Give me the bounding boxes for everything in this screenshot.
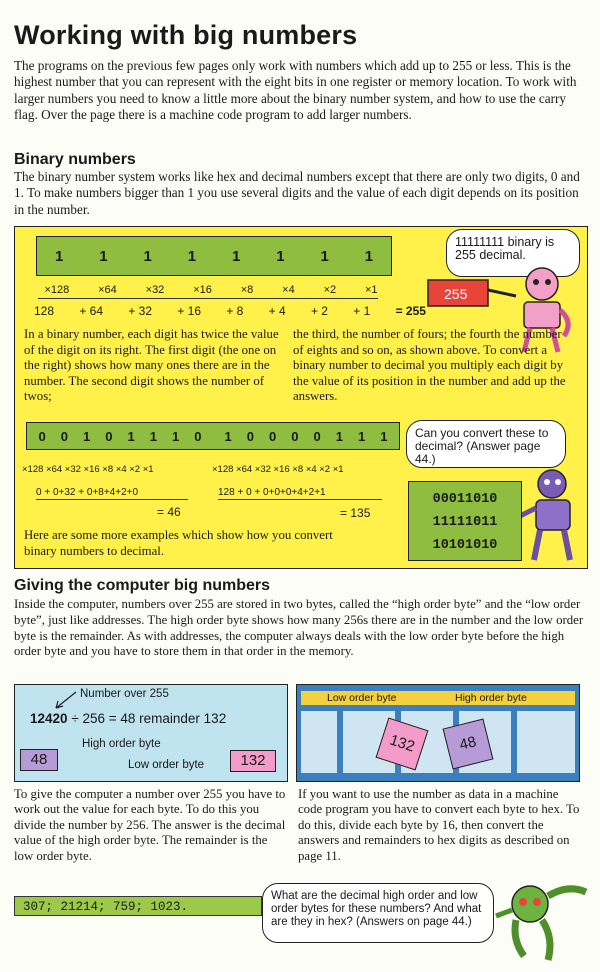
speech-bubble-3: What are the decimal high order and low order bytes for these numbers? And what are they in hex? (Answers on page 44.) — [262, 883, 494, 943]
low-byte-label: Low order byte — [128, 759, 205, 771]
memory-cell — [517, 711, 575, 773]
big-numbers-heading: Giving the computer big numbers — [14, 577, 271, 594]
speech-bubble-1: 11111111 binary is 255 decimal. — [446, 229, 580, 277]
purple-robot-illustration — [518, 468, 584, 566]
digit: 0 — [291, 428, 299, 444]
digit: 1 — [335, 428, 343, 444]
sum-divider-a — [36, 499, 188, 500]
memory-panel — [296, 684, 580, 782]
page-title: Working with big numbers — [14, 20, 358, 50]
equation-number: 12420 — [30, 711, 68, 726]
panel1-text-right: the third, the number of fours; the fourth the number of eights and so on, as shown above. To convert a binary number to decimal you multiply each digit by the value of its position in the number and add up the answers. — [293, 327, 566, 404]
digit-group-a — [27, 429, 213, 444]
digit: 1 — [358, 428, 366, 444]
digit: 1 — [54, 247, 64, 265]
digit: 0 — [194, 428, 202, 444]
speech-bubble-2: Can you convert these to decimal? (Answer page 44.) — [406, 420, 566, 468]
intro-paragraph: The programs on the previous few pages only work with numbers which add up to 255 or less. This is the highest number that you can represent with the eight bits in one register or memory location. To work with larger numbers you need to know a little more about the binary number system, and how to use the carry flag. Over the page there is a machine code program to add larger numbers. — [14, 58, 577, 122]
digit: 1 — [83, 428, 91, 444]
multiplier: ×32 — [145, 284, 165, 296]
robot-sign-value: 255 — [444, 286, 468, 302]
digit: 0 — [105, 428, 113, 444]
binary-digits-bar-1 — [36, 236, 392, 276]
digit: 0 — [313, 428, 321, 444]
high-byte-label: High order byte — [82, 738, 161, 750]
division-equation — [30, 711, 226, 726]
digit: 1 — [320, 247, 329, 265]
digit: 1 — [187, 247, 197, 265]
sum-part: + 1 — [353, 304, 371, 318]
sum-divider-b — [218, 499, 382, 500]
panel1-text-left: In a binary number, each digit has twice the value of the digit on its right. The first digit (the one on the right) shows how many ones there are in the number. The second digit shows the number of twos; — [24, 327, 279, 404]
multiplier: ×2 — [323, 284, 337, 296]
multiplier: ×4 — [282, 284, 295, 296]
exercise-binary: 00011010 — [432, 492, 498, 507]
sum-part: + 64 — [79, 304, 104, 318]
digit: 0 — [246, 428, 254, 444]
binary-digits-bar-2 — [26, 422, 400, 450]
digit: 1 — [172, 428, 180, 444]
sum-row-1 — [34, 304, 426, 318]
multiplier: ×1 — [365, 284, 378, 296]
multiplier: ×64 — [98, 284, 117, 296]
number-over-label: Number over 255 — [80, 688, 169, 700]
digit: 1 — [143, 247, 152, 265]
digit: 1 — [380, 428, 388, 444]
low-byte-value: 132 — [230, 750, 276, 772]
green-robot-illustration — [494, 876, 594, 970]
digit: 1 — [149, 428, 157, 444]
sum-part: + 32 — [128, 304, 153, 318]
panel2-caption: Here are some more examples which show how you convert binary numbers to decimal. — [24, 528, 333, 558]
sum-row-2a: 0 + 0+32 + 0+8+4+2+0 — [36, 487, 139, 498]
digit: 1 — [231, 247, 241, 265]
memory-cell — [301, 711, 337, 773]
multiplier-divider — [38, 298, 378, 299]
high-byte-value: 48 — [20, 749, 58, 771]
col-right-text: If you want to use the number as data in a machine code program you have to convert each byte to hex. To do this, divide each byte by 16, then convert the answers and remainders to hex digits as described on page 11. — [298, 787, 580, 863]
sum-part: + 4 — [268, 304, 286, 318]
sum-part: + 16 — [177, 304, 202, 318]
binary-heading: Binary numbers — [14, 151, 136, 168]
digit: 1 — [127, 428, 135, 444]
multiplier: ×16 — [193, 284, 212, 296]
digit: 1 — [364, 247, 374, 265]
multiplier-row-2a: ×128 ×64 ×32 ×16 ×8 ×4 ×2 ×1 — [22, 464, 154, 475]
sum-part: 128 — [34, 304, 55, 318]
digit: 1 — [224, 428, 232, 444]
result-b: = 135 — [340, 506, 371, 520]
result-a: = 46 — [157, 505, 181, 519]
exercise-binary: 11111011 — [432, 515, 498, 530]
exercise-binary: 10101010 — [432, 538, 498, 553]
sum-row-2b: 128 + 0 + 0+0+0+4+2+1 — [218, 487, 326, 498]
multiplier: ×8 — [240, 284, 254, 296]
equation-rest: ÷ 256 = 48 remainder 132 — [71, 711, 227, 726]
multiplier: ×128 — [44, 284, 70, 296]
arrow-icon — [50, 688, 80, 712]
big-numbers-intro: Inside the computer, numbers over 255 are stored in two bytes, called the “high order byte” and the “low order byte”, just like addresses. The high order byte shows how many 256s there are in the number and the low order byte is the remainder. As with addresses, the computer always deals with the low order byte before the high order byte and you have to store them in that order in the memory. — [14, 597, 584, 659]
digit: 0 — [269, 428, 277, 444]
memory-low-label: Low order byte — [327, 692, 397, 704]
digit: 0 — [60, 428, 68, 444]
digit-group-b — [213, 429, 399, 444]
sum-part: + 2 — [310, 304, 328, 318]
digit: 1 — [276, 247, 285, 265]
memory-high-value: 48 — [443, 719, 494, 770]
digit: 0 — [38, 428, 46, 444]
exercise-numbers: 307; 21214; 759; 1023. — [14, 896, 262, 916]
exercise-box — [408, 481, 522, 561]
sum-part: + 8 — [226, 304, 244, 318]
binary-intro: The binary number system works like hex and decimal numbers except that there are only two digits, 0 and 1. To make numbers bigger than 1 you use several digits and the value of each digit depends on its position in the number. — [14, 169, 580, 217]
memory-high-label: High order byte — [455, 692, 527, 704]
multiplier-row-1 — [30, 284, 392, 296]
memory-low-value: 132 — [376, 718, 429, 771]
multiplier-row-2b: ×128 ×64 ×32 ×16 ×8 ×4 ×2 ×1 — [212, 464, 344, 475]
col-left-text: To give the computer a number over 255 you have to work out the value for each byte. To do this you divide the number by 256. The answer is the decimal value of the high order byte. The remainder is the low order byte. — [14, 787, 286, 863]
digit: 1 — [99, 247, 108, 265]
sum-result: = 255 — [395, 304, 426, 318]
